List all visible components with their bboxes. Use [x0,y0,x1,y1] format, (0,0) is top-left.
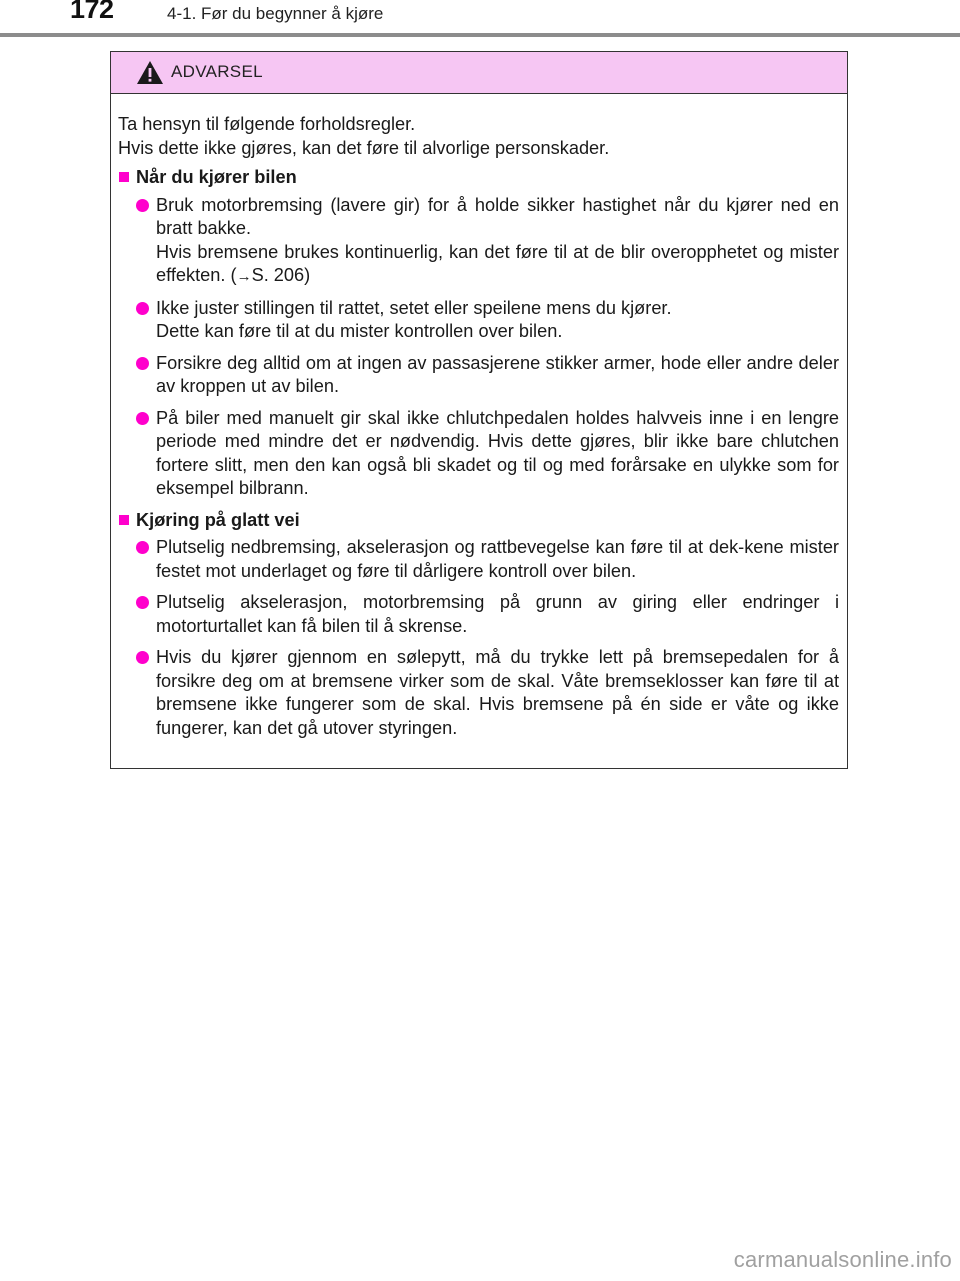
bullet-text: Bruk motorbremsing (lavere gir) for å holde sikker hastighet når du kjører ned en bratt bakke. [156,194,839,238]
square-bullet-icon [119,172,129,182]
list-item [135,591,839,638]
bullet-text: Plutselig akselerasjon, motorbremsing på grunn av giring eller endringer i motorturtallet kan få bilen til å skrense. [156,592,839,636]
list-item [135,646,839,740]
bullet-text: Ikke juster stillingen til rattet, setet eller speilene mens du kjører. [156,297,672,318]
section-heading-text: Kjøring på glatt vei [136,509,300,530]
list-item [135,297,839,344]
intro-line: Ta hensyn til følgende forholdsregler. [118,114,416,134]
bullet-text: På biler med manuelt gir skal ikke chlutchpedalen holdes halvveis inne i en lengre periode med mindre det er nødvendig. Hvis dette gjøres, blir ikke bare chlutchen fortere slitt, men den kan også bli skadet og til og med forårsake en ulykke som for eksempel bilbrann. [156,407,839,498]
square-bullet-icon [119,515,129,525]
bullet-text: Hvis du kjører gjennom en sølepytt, må du trykke lett på bremsepedalen for å forsikre deg om at bremsene virker som de skal. Våte bremseklosser kan føre til at bremsene ikke fungerer som de skal. Hvis bremsene på én side er våte og ikke fungerer, kan det gå utover styringen. [156,647,839,738]
section-heading [118,509,839,533]
list-item [135,536,839,583]
warning-header [111,52,847,94]
bullet-text: Dette kan føre til at du mister kontrollen over bilen. [156,321,563,341]
intro-line: Hvis dette ikke gjøres, kan det føre til alvorlige personskader. [118,137,610,158]
header-divider [0,33,960,37]
circle-bullet-icon [136,596,149,609]
warning-body [111,94,847,740]
page-header [0,0,960,40]
circle-bullet-icon [136,302,149,315]
circle-bullet-icon [136,412,149,425]
warning-box [110,51,848,769]
bullet-text: Forsikre deg alltid om at ingen av passasjerene stikker armer, hode eller andre deler av kroppen ut av bilen. [156,352,839,396]
section-heading-text: Når du kjører bilen [136,167,297,187]
warning-intro [118,113,839,160]
circle-bullet-icon [136,199,149,212]
watermark: carmanualsonline.info [733,1247,952,1272]
bullet-text [156,241,839,289]
warning-title: ADVARSEL [171,62,263,81]
arrow-icon: → [236,268,252,285]
list-item [135,352,839,399]
circle-bullet-icon [136,541,149,554]
page-number: 172 [70,0,114,24]
list-item [135,194,839,289]
bullet-text-part: Hvis bremsene brukes kontinuerlig, kan det føre til at de blir overopphetet og mister effekten. ( [156,241,839,285]
bullet-text: Plutselig nedbremsing, akselerasjon og rattbevegelse kan føre til at dek-kene mister festet mot underlaget og føre til dårligere kontroll over bilen. [156,537,839,581]
section-title: 4-1. Før du begynner å kjøre [167,4,384,23]
warning-triangle-icon [136,60,164,85]
list-item [135,407,839,501]
page-reference-link[interactable]: S. 206) [251,265,311,285]
circle-bullet-icon [136,651,149,664]
circle-bullet-icon [136,357,149,370]
section-heading [118,166,839,190]
